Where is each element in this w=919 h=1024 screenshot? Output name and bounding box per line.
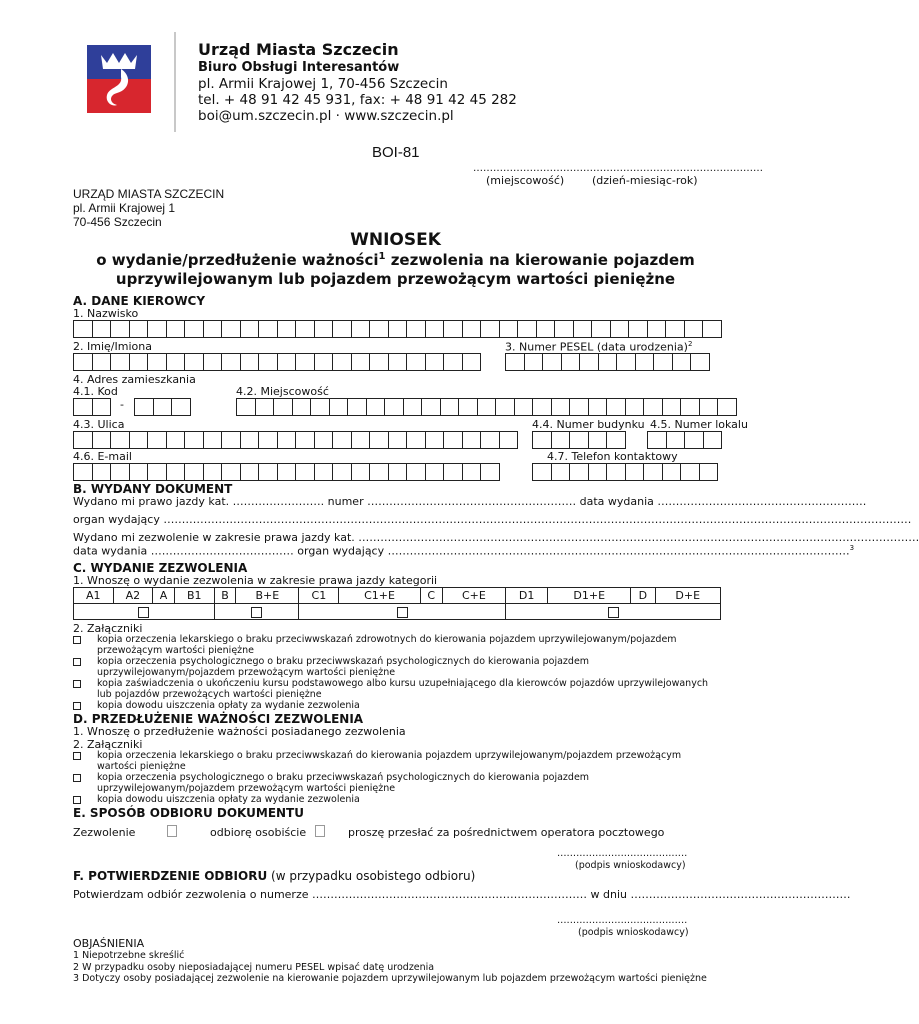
apartment-grid[interactable] bbox=[647, 431, 722, 449]
grid-cell[interactable] bbox=[680, 463, 700, 481]
grid-cell[interactable] bbox=[462, 353, 482, 371]
grid-cell[interactable] bbox=[369, 431, 389, 449]
dept-name: Biuro Obsługi Interesantów bbox=[198, 60, 400, 75]
grid-cell[interactable] bbox=[425, 431, 445, 449]
grid-cell[interactable] bbox=[184, 431, 204, 449]
building-grid[interactable] bbox=[532, 431, 626, 449]
checkbox-cell-b bbox=[214, 604, 299, 620]
org-name: Urząd Miasta Szczecin bbox=[198, 40, 399, 59]
org-phone: tel. + 48 91 42 45 931, fax: + 48 91 42 45 282 bbox=[198, 92, 517, 108]
grid-cell[interactable] bbox=[443, 463, 463, 481]
grid-cell[interactable] bbox=[295, 320, 315, 338]
grid-cell[interactable] bbox=[425, 320, 445, 338]
category-cell: D+E bbox=[655, 588, 721, 604]
grid-cell[interactable] bbox=[443, 320, 463, 338]
grid-cell[interactable] bbox=[388, 320, 408, 338]
org-web: boi@um.szczecin.pl · www.szczecin.pl bbox=[198, 108, 454, 124]
grid-cell[interactable] bbox=[625, 398, 645, 416]
grid-cell[interactable] bbox=[666, 431, 686, 449]
attachment-c-checkbox[interactable] bbox=[73, 680, 81, 688]
grid-cell[interactable] bbox=[203, 320, 223, 338]
grid-cell[interactable] bbox=[129, 320, 149, 338]
checkbox-cell-a bbox=[74, 604, 215, 620]
grid-cell[interactable] bbox=[314, 353, 334, 371]
grid-cell[interactable] bbox=[369, 353, 389, 371]
grid-cell[interactable] bbox=[73, 398, 93, 416]
section-e-heading: E. SPOSÓB ODBIORU DOKUMENTU bbox=[73, 806, 304, 820]
grid-cell[interactable] bbox=[499, 320, 519, 338]
grid-cell[interactable] bbox=[665, 320, 685, 338]
category-table bbox=[73, 587, 721, 620]
license-authority-line[interactable]: organ wydający …………………………………………………………………………………………………………………………………………………………………………………… bbox=[73, 513, 912, 526]
form-title: WNIOSEK bbox=[350, 230, 441, 250]
grid-cell[interactable] bbox=[110, 320, 130, 338]
grid-cell[interactable] bbox=[351, 320, 371, 338]
grid-cell[interactable] bbox=[536, 320, 556, 338]
postcode-grid-2[interactable] bbox=[134, 398, 191, 416]
grid-cell[interactable] bbox=[147, 353, 167, 371]
grid-cell[interactable] bbox=[569, 398, 589, 416]
attachment-c-checkbox[interactable] bbox=[73, 636, 81, 644]
phone-grid[interactable] bbox=[532, 463, 718, 481]
category-cell: C1 bbox=[299, 588, 339, 604]
attachment-c-item bbox=[73, 656, 717, 678]
grid-cell[interactable] bbox=[351, 353, 371, 371]
category-cell: C+E bbox=[442, 588, 505, 604]
grid-cell[interactable] bbox=[505, 353, 525, 371]
category-cell: B+E bbox=[236, 588, 299, 604]
grid-cell[interactable] bbox=[514, 398, 534, 416]
grid-cell[interactable] bbox=[369, 320, 389, 338]
permit-date-authority-line[interactable]: data wydania ………………………………… organ wydający ………………………………………………………………………………………………………………$^3$ bbox=[73, 544, 855, 558]
grid-cell[interactable] bbox=[573, 320, 593, 338]
grid-cell[interactable] bbox=[477, 398, 497, 416]
grid-cell[interactable] bbox=[517, 320, 537, 338]
attachment-d-text: kopia orzeczenia psychologicznego o braku przeciwwskazań psychologicznych do kierowania pojazdem uprzywilejowanym/pojazdem przewożącym wartości pieniężne bbox=[97, 772, 590, 794]
grid-cell[interactable] bbox=[662, 398, 682, 416]
grid-cell[interactable] bbox=[366, 398, 386, 416]
grid-cell[interactable] bbox=[569, 463, 589, 481]
grid-cell[interactable] bbox=[554, 320, 574, 338]
attachment-c-text: kopia zaświadczenia o ukończeniu kursu podstawowego albo kursu uzupełniającego dla kierowców pojazdów uprzywilejowanych lub pojazdów przewożących wartości pieniężne bbox=[97, 678, 709, 700]
grid-cell[interactable] bbox=[561, 353, 581, 371]
grid-cell[interactable] bbox=[314, 320, 334, 338]
grid-cell[interactable] bbox=[314, 463, 334, 481]
attachment-d-item bbox=[73, 794, 717, 805]
grid-cell[interactable] bbox=[406, 353, 426, 371]
surname-grid[interactable] bbox=[73, 320, 722, 338]
grid-cell[interactable] bbox=[166, 320, 186, 338]
grid-cell[interactable] bbox=[369, 463, 389, 481]
grid-cell[interactable] bbox=[221, 353, 241, 371]
signature-label-f: (podpis wnioskodawcy) bbox=[578, 927, 689, 938]
signature-line-e[interactable]: ......................................... bbox=[557, 848, 688, 859]
note-1: 1 Niepotrzebne skreślić bbox=[73, 950, 185, 961]
section-c-heading: C. WYDANIE ZEZWOLENIA bbox=[73, 561, 248, 575]
attachment-c-text: kopia orzeczenia lekarskiego o braku przeciwwskazań zdrowotnych do kierowania pojazdem uprzywilejowanym/pojazdem przewożącym wartości pieniężne bbox=[97, 634, 677, 656]
grid-cell[interactable] bbox=[643, 463, 663, 481]
grid-cell[interactable] bbox=[647, 320, 667, 338]
category-cell: B1 bbox=[174, 588, 214, 604]
section-d-heading: D. PRZEDŁUŻENIE WAŻNOŚCI ZEZWOLENIA bbox=[73, 712, 364, 726]
grid-cell[interactable] bbox=[332, 353, 352, 371]
email-grid[interactable] bbox=[73, 463, 500, 481]
grid-cell[interactable] bbox=[542, 353, 562, 371]
grid-cell[interactable] bbox=[240, 353, 260, 371]
category-cell: B bbox=[214, 588, 236, 604]
grid-cell[interactable] bbox=[462, 431, 482, 449]
grid-cell[interactable] bbox=[588, 431, 608, 449]
section-b-heading: B. WYDANY DOKUMENT bbox=[73, 482, 233, 496]
grid-cell[interactable] bbox=[606, 463, 626, 481]
grid-cell[interactable] bbox=[406, 431, 426, 449]
attachments-d-label: 2. Załączniki bbox=[73, 738, 143, 751]
grid-cell[interactable] bbox=[153, 398, 173, 416]
pickup-post-label: proszę przesłać za pośrednictwem operatora pocztowego bbox=[348, 826, 665, 839]
attachment-d-item bbox=[73, 750, 717, 772]
grid-cell[interactable] bbox=[203, 431, 223, 449]
grid-cell[interactable] bbox=[499, 431, 519, 449]
note-3: 3 Dotyczy osoby posiadającej zezwolenie na kierowanie pojazdem uprzywilejowanym lub pojazdem przewożącym wartości pieniężne bbox=[73, 973, 707, 984]
grid-cell[interactable] bbox=[606, 398, 626, 416]
attachment-d-item bbox=[73, 772, 717, 794]
permit-line[interactable]: Wydano mi zezwolenie w zakresie prawa jazdy kat. ……………………………………………………………………………………………………………………………………… bbox=[73, 531, 919, 544]
category-cell: D1+E bbox=[548, 588, 631, 604]
category-a-checkbox[interactable] bbox=[138, 607, 149, 618]
attachment-c-item bbox=[73, 634, 717, 656]
grid-cell[interactable] bbox=[221, 463, 241, 481]
grid-cell[interactable] bbox=[351, 431, 371, 449]
grid-cell[interactable] bbox=[625, 463, 645, 481]
attachment-c-item bbox=[73, 678, 717, 700]
grid-cell[interactable] bbox=[579, 353, 599, 371]
grid-cell[interactable] bbox=[273, 398, 293, 416]
grid-cell[interactable] bbox=[643, 398, 663, 416]
grid-cell[interactable] bbox=[292, 398, 312, 416]
pesel-grid[interactable] bbox=[505, 353, 710, 371]
grid-cell[interactable] bbox=[672, 353, 692, 371]
grid-cell[interactable] bbox=[480, 463, 500, 481]
grid-cell[interactable] bbox=[680, 398, 700, 416]
grid-cell[interactable] bbox=[495, 398, 515, 416]
grid-cell[interactable] bbox=[92, 398, 112, 416]
checkbox-cell-d bbox=[506, 604, 721, 620]
grid-cell[interactable] bbox=[110, 463, 130, 481]
grid-cell[interactable] bbox=[462, 320, 482, 338]
grid-cell[interactable] bbox=[702, 320, 722, 338]
building-label: 4.4. Numer budynku bbox=[532, 418, 645, 431]
grid-cell[interactable] bbox=[425, 353, 445, 371]
grid-cell[interactable] bbox=[277, 353, 297, 371]
grid-cell[interactable] bbox=[532, 431, 552, 449]
grid-cell[interactable] bbox=[347, 398, 367, 416]
grid-cell[interactable] bbox=[295, 431, 315, 449]
grid-cell[interactable] bbox=[240, 320, 260, 338]
apartment-label: 4.5. Numer lokalu bbox=[650, 418, 748, 431]
attachment-d-checkbox[interactable] bbox=[73, 752, 81, 760]
city-logo bbox=[87, 45, 151, 113]
grid-cell[interactable] bbox=[532, 398, 552, 416]
grid-cell[interactable] bbox=[403, 398, 423, 416]
grid-cell[interactable] bbox=[662, 463, 682, 481]
grid-cell[interactable] bbox=[73, 431, 93, 449]
grid-cell[interactable] bbox=[443, 431, 463, 449]
grid-cell[interactable] bbox=[166, 353, 186, 371]
grid-cell[interactable] bbox=[569, 431, 589, 449]
grid-cell[interactable] bbox=[588, 398, 608, 416]
grid-cell[interactable] bbox=[406, 463, 426, 481]
confirm-receipt-line[interactable]: Potwierdzam odbiór zezwolenia o numerze ………………………………………………………………… w dniu …………………………………………………… bbox=[73, 888, 851, 901]
grid-cell[interactable] bbox=[184, 353, 204, 371]
form-subtitle-2: uprzywilejowanym lub pojazdem przewożącym wartości pieniężne bbox=[115, 270, 676, 288]
postcode-grid-1[interactable] bbox=[73, 398, 111, 416]
surname-label: 1. Nazwisko bbox=[73, 307, 139, 320]
grid-cell[interactable] bbox=[628, 320, 648, 338]
place-label: (miejscowość) bbox=[486, 174, 565, 187]
category-request-label: 1. Wnoszę o wydanie zezwolenia w zakresie prawa jazdy kategorii bbox=[73, 574, 438, 587]
grid-cell[interactable] bbox=[166, 431, 186, 449]
grid-cell[interactable] bbox=[480, 431, 500, 449]
grid-cell[interactable] bbox=[277, 320, 297, 338]
grid-cell[interactable] bbox=[421, 398, 441, 416]
grid-cell[interactable] bbox=[147, 320, 167, 338]
grid-cell[interactable] bbox=[110, 353, 130, 371]
checkbox-cell-c bbox=[299, 604, 506, 620]
grid-cell[interactable] bbox=[443, 353, 463, 371]
grid-cell[interactable] bbox=[684, 320, 704, 338]
grid-cell[interactable] bbox=[703, 431, 723, 449]
grid-cell[interactable] bbox=[92, 320, 112, 338]
grid-cell[interactable] bbox=[255, 398, 275, 416]
grid-cell[interactable] bbox=[647, 431, 667, 449]
notes-heading: OBJAŚNIENIA bbox=[73, 937, 145, 950]
grid-cell[interactable] bbox=[240, 431, 260, 449]
phone-label: 4.7. Telefon kontaktowy bbox=[547, 450, 678, 463]
grid-cell[interactable] bbox=[588, 463, 608, 481]
category-cell: A bbox=[153, 588, 175, 604]
grid-cell[interactable] bbox=[598, 353, 618, 371]
grid-cell[interactable] bbox=[351, 463, 371, 481]
grid-cell[interactable] bbox=[258, 320, 278, 338]
grid-cell[interactable] bbox=[388, 463, 408, 481]
grid-cell[interactable] bbox=[236, 398, 256, 416]
email-label: 4.6. E-mail bbox=[73, 450, 132, 463]
grid-cell[interactable] bbox=[147, 463, 167, 481]
grid-cell[interactable] bbox=[221, 431, 241, 449]
signature-label-e: (podpis wnioskodawcy) bbox=[575, 860, 686, 871]
grid-cell[interactable] bbox=[184, 463, 204, 481]
recipient-line1: URZĄD MIASTA SZCZECIN bbox=[73, 187, 225, 201]
attachment-c-text: kopia dowodu uiszczenia opłaty za wydanie zezwolenia bbox=[97, 700, 360, 711]
date-label: (dzień-miesiąc-rok) bbox=[592, 174, 698, 187]
grid-cell[interactable] bbox=[332, 431, 352, 449]
attachment-c-item bbox=[73, 700, 717, 711]
grid-cell[interactable] bbox=[184, 320, 204, 338]
grid-cell[interactable] bbox=[171, 398, 191, 416]
grid-cell[interactable] bbox=[295, 353, 315, 371]
header-divider bbox=[174, 32, 176, 132]
grid-cell[interactable] bbox=[203, 353, 223, 371]
grid-cell[interactable] bbox=[458, 398, 478, 416]
grid-cell[interactable] bbox=[635, 353, 655, 371]
grid-cell[interactable] bbox=[310, 398, 330, 416]
grid-cell[interactable] bbox=[277, 463, 297, 481]
attachment-d-checkbox[interactable] bbox=[73, 796, 81, 804]
grid-cell[interactable] bbox=[240, 463, 260, 481]
city-grid[interactable] bbox=[236, 398, 737, 416]
category-cell: C1+E bbox=[339, 588, 420, 604]
grid-cell[interactable] bbox=[73, 320, 93, 338]
attachments-c-label: 2. Załączniki bbox=[73, 622, 143, 635]
grid-cell[interactable] bbox=[203, 463, 223, 481]
license-line[interactable]: Wydano mi prawo jazdy kat. ……………………. numer ………………………………………………… data wydania ………………………………………………… bbox=[73, 495, 867, 508]
grid-cell[interactable] bbox=[480, 320, 500, 338]
attachment-c-text: kopia orzeczenia psychologicznego o braku przeciwwskazań psychologicznych do kierowania pojazdem uprzywilejowanym/pojazdem przewożącym wartości pieniężne bbox=[97, 656, 590, 678]
grid-cell[interactable] bbox=[92, 353, 112, 371]
signature-line-f[interactable]: ......................................... bbox=[557, 915, 688, 926]
city-label: 4.2. Miejscowość bbox=[236, 385, 329, 398]
attachment-d-text: kopia dowodu uiszczenia opłaty za wydanie zezwolenia bbox=[97, 794, 360, 805]
grid-cell[interactable] bbox=[129, 353, 149, 371]
grid-cell[interactable] bbox=[384, 398, 404, 416]
grid-cell[interactable] bbox=[440, 398, 460, 416]
grid-cell[interactable] bbox=[616, 353, 636, 371]
grid-cell[interactable] bbox=[258, 463, 278, 481]
grid-cell[interactable] bbox=[295, 463, 315, 481]
category-b-checkbox[interactable] bbox=[251, 607, 262, 618]
grid-cell[interactable] bbox=[551, 431, 571, 449]
firstname-grid[interactable] bbox=[73, 353, 481, 371]
category-cell: C bbox=[420, 588, 442, 604]
street-grid[interactable] bbox=[73, 431, 518, 449]
grid-cell[interactable] bbox=[653, 353, 673, 371]
category-cell: D bbox=[631, 588, 655, 604]
attachment-c-checkbox[interactable] bbox=[73, 658, 81, 666]
attachment-d-checkbox[interactable] bbox=[73, 774, 81, 782]
grid-cell[interactable] bbox=[699, 398, 719, 416]
form-subtitle-1: o wydanie/przedłużenie ważności$^1$ zezwolenia na kierowanie pojazdem bbox=[96, 251, 695, 269]
grid-cell[interactable] bbox=[147, 431, 167, 449]
grid-cell[interactable] bbox=[258, 431, 278, 449]
grid-cell[interactable] bbox=[425, 463, 445, 481]
form-code: BOI-81 bbox=[372, 144, 420, 161]
grid-cell[interactable] bbox=[73, 353, 93, 371]
section-a-heading: A. DANE KIEROWCY bbox=[73, 294, 206, 308]
pickup-personal-label: odbiorę osobiście bbox=[210, 826, 307, 839]
grid-cell[interactable] bbox=[329, 398, 349, 416]
section-f-heading: F. POTWIERDZENIE ODBIORU (w przypadku osobistego odbioru) bbox=[73, 869, 476, 883]
grid-cell[interactable] bbox=[406, 320, 426, 338]
grid-cell[interactable] bbox=[699, 463, 719, 481]
grid-cell[interactable] bbox=[314, 431, 334, 449]
grid-cell[interactable] bbox=[551, 398, 571, 416]
recipient-line3: 70-456 Szczecin bbox=[73, 215, 162, 229]
firstname-label: 2. Imię/Imiona bbox=[73, 340, 152, 353]
place-date-line[interactable]: …………………………………………………………………………… bbox=[473, 163, 763, 174]
street-label: 4.3. Ulica bbox=[73, 418, 125, 431]
grid-cell[interactable] bbox=[166, 463, 186, 481]
attachment-d-text: kopia orzeczenia lekarskiego o braku przeciwwskazań do kierowania pojazdem uprzywilejowanym/pojazdem przewożącym wartości pieniężne bbox=[97, 750, 682, 772]
address-label: 4. Adres zamieszkania bbox=[73, 373, 196, 386]
postcode-dash: - bbox=[120, 398, 124, 411]
category-d-checkbox[interactable] bbox=[608, 607, 619, 618]
grid-cell[interactable] bbox=[258, 353, 278, 371]
grid-cell[interactable] bbox=[462, 463, 482, 481]
category-cell: D1 bbox=[506, 588, 548, 604]
pesel-label: 3. Numer PESEL (data urodzenia)$^2$ bbox=[505, 340, 693, 354]
attachment-c-checkbox[interactable] bbox=[73, 702, 81, 710]
permit-pickup-label: Zezwolenie bbox=[73, 826, 136, 839]
grid-cell[interactable] bbox=[606, 431, 626, 449]
grid-cell[interactable] bbox=[524, 353, 544, 371]
grid-cell[interactable] bbox=[134, 398, 154, 416]
grid-cell[interactable] bbox=[690, 353, 710, 371]
recipient-line2: pl. Armii Krajowej 1 bbox=[73, 201, 176, 215]
grid-cell[interactable] bbox=[610, 320, 630, 338]
grid-cell[interactable] bbox=[92, 431, 112, 449]
grid-cell[interactable] bbox=[73, 463, 93, 481]
grid-cell[interactable] bbox=[684, 431, 704, 449]
grid-cell[interactable] bbox=[277, 431, 297, 449]
pickup-personal-checkbox[interactable] bbox=[167, 825, 177, 837]
pickup-post-checkbox[interactable] bbox=[315, 825, 325, 837]
grid-cell[interactable] bbox=[551, 463, 571, 481]
extend-request-label: 1. Wnoszę o przedłużenie ważności posiadanego zezwolenia bbox=[73, 725, 406, 738]
grid-cell[interactable] bbox=[717, 398, 737, 416]
org-address: pl. Armii Krajowej 1, 70-456 Szczecin bbox=[198, 76, 448, 92]
grid-cell[interactable] bbox=[110, 431, 130, 449]
grid-cell[interactable] bbox=[532, 463, 552, 481]
grid-cell[interactable] bbox=[221, 320, 241, 338]
category-cell: A2 bbox=[113, 588, 153, 604]
note-2: 2 W przypadku osoby nieposiadającej numeru PESEL wpisać datę urodzenia bbox=[73, 962, 435, 973]
category-c-checkbox[interactable] bbox=[397, 607, 408, 618]
postcode-label: 4.1. Kod bbox=[73, 385, 118, 398]
grid-cell[interactable] bbox=[591, 320, 611, 338]
grid-cell[interactable] bbox=[388, 431, 408, 449]
grid-cell[interactable] bbox=[332, 320, 352, 338]
grid-cell[interactable] bbox=[129, 463, 149, 481]
category-cell: A1 bbox=[74, 588, 114, 604]
grid-cell[interactable] bbox=[92, 463, 112, 481]
grid-cell[interactable] bbox=[129, 431, 149, 449]
grid-cell[interactable] bbox=[332, 463, 352, 481]
grid-cell[interactable] bbox=[388, 353, 408, 371]
